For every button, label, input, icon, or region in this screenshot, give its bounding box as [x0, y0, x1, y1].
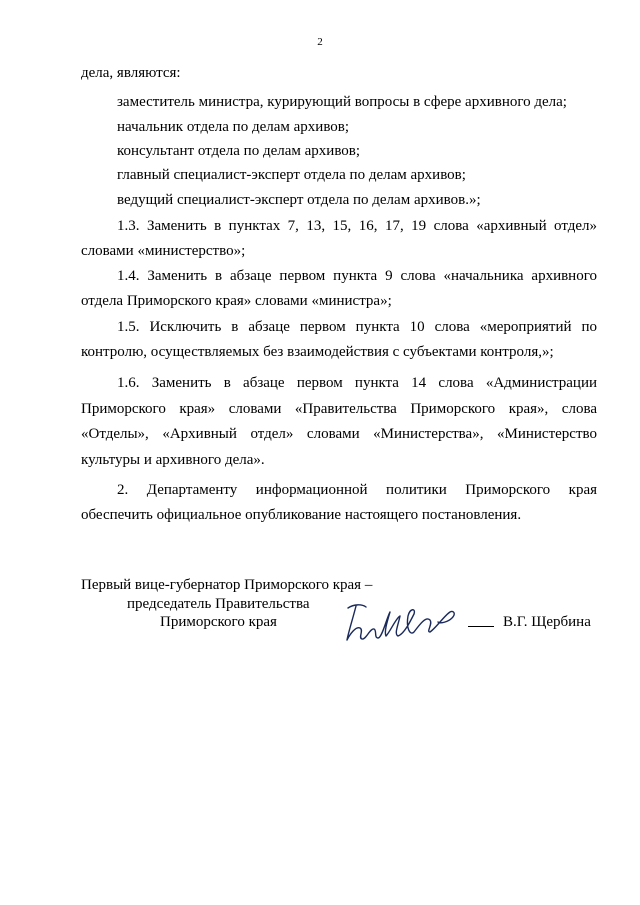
paragraph-2-line: 2. Департаменту информационной политики Приморского края — [117, 482, 597, 498]
handwritten-signature — [340, 598, 470, 648]
list-item: главный специалист-эксперт отдела по делам архивов; — [117, 167, 466, 183]
signatory-title: председатель Правительства — [127, 596, 310, 612]
signatory-name: В.Г. Щербина — [503, 614, 591, 630]
list-item: ведущий специалист-эксперт отдела по делам архивов.»; — [117, 192, 481, 208]
signatory-title: Приморского края — [160, 614, 277, 630]
list-item: заместитель министра, курирующий вопросы в сфере архивного дела; — [117, 94, 567, 110]
paragraph-1-3-line: словами «министерство»; — [81, 243, 246, 259]
paragraph-1-5-line: 1.5. Исключить в абзаце первом пункта 10 слова «мероприятий по — [117, 319, 597, 335]
list-item: начальник отдела по делам архивов; — [117, 119, 350, 135]
signatory-title: Первый вице-губернатор Приморского края – — [81, 577, 373, 593]
paragraph-1-3-line: 1.3. Заменить в пунктах 7, 13, 15, 16, 17, 19 слова «архивный отдел» — [117, 218, 597, 234]
paragraph-1-5-line: контролю, осуществляемых без взаимодействия с субъектами контроля,»; — [81, 344, 554, 360]
paragraph-1-6-line: 1.6. Заменить в абзаце первом пункта 14 слова «Администрации — [117, 375, 597, 391]
intro-line: дела, являются: — [81, 65, 181, 81]
list-item: консультант отдела по делам архивов; — [117, 143, 361, 159]
signature-line — [468, 626, 494, 627]
paragraph-1-4-line: 1.4. Заменить в абзаце первом пункта 9 слова «начальника архивного — [117, 268, 597, 284]
paragraph-2-line: обеспечить официальное опубликование настоящего постановления. — [81, 507, 522, 523]
paragraph-1-6-line: «Отделы», «Архивный отдел» словами «Министерства», «Министерство — [81, 426, 597, 442]
page-number: 2 — [317, 36, 323, 48]
paragraph-1-4-line: отдела Приморского края» словами «министра»; — [81, 293, 392, 309]
paragraph-1-6-line: культуры и архивного дела». — [81, 452, 265, 468]
paragraph-1-6-line: Приморского края» словами «Правительства Приморского края», слова — [81, 401, 597, 417]
